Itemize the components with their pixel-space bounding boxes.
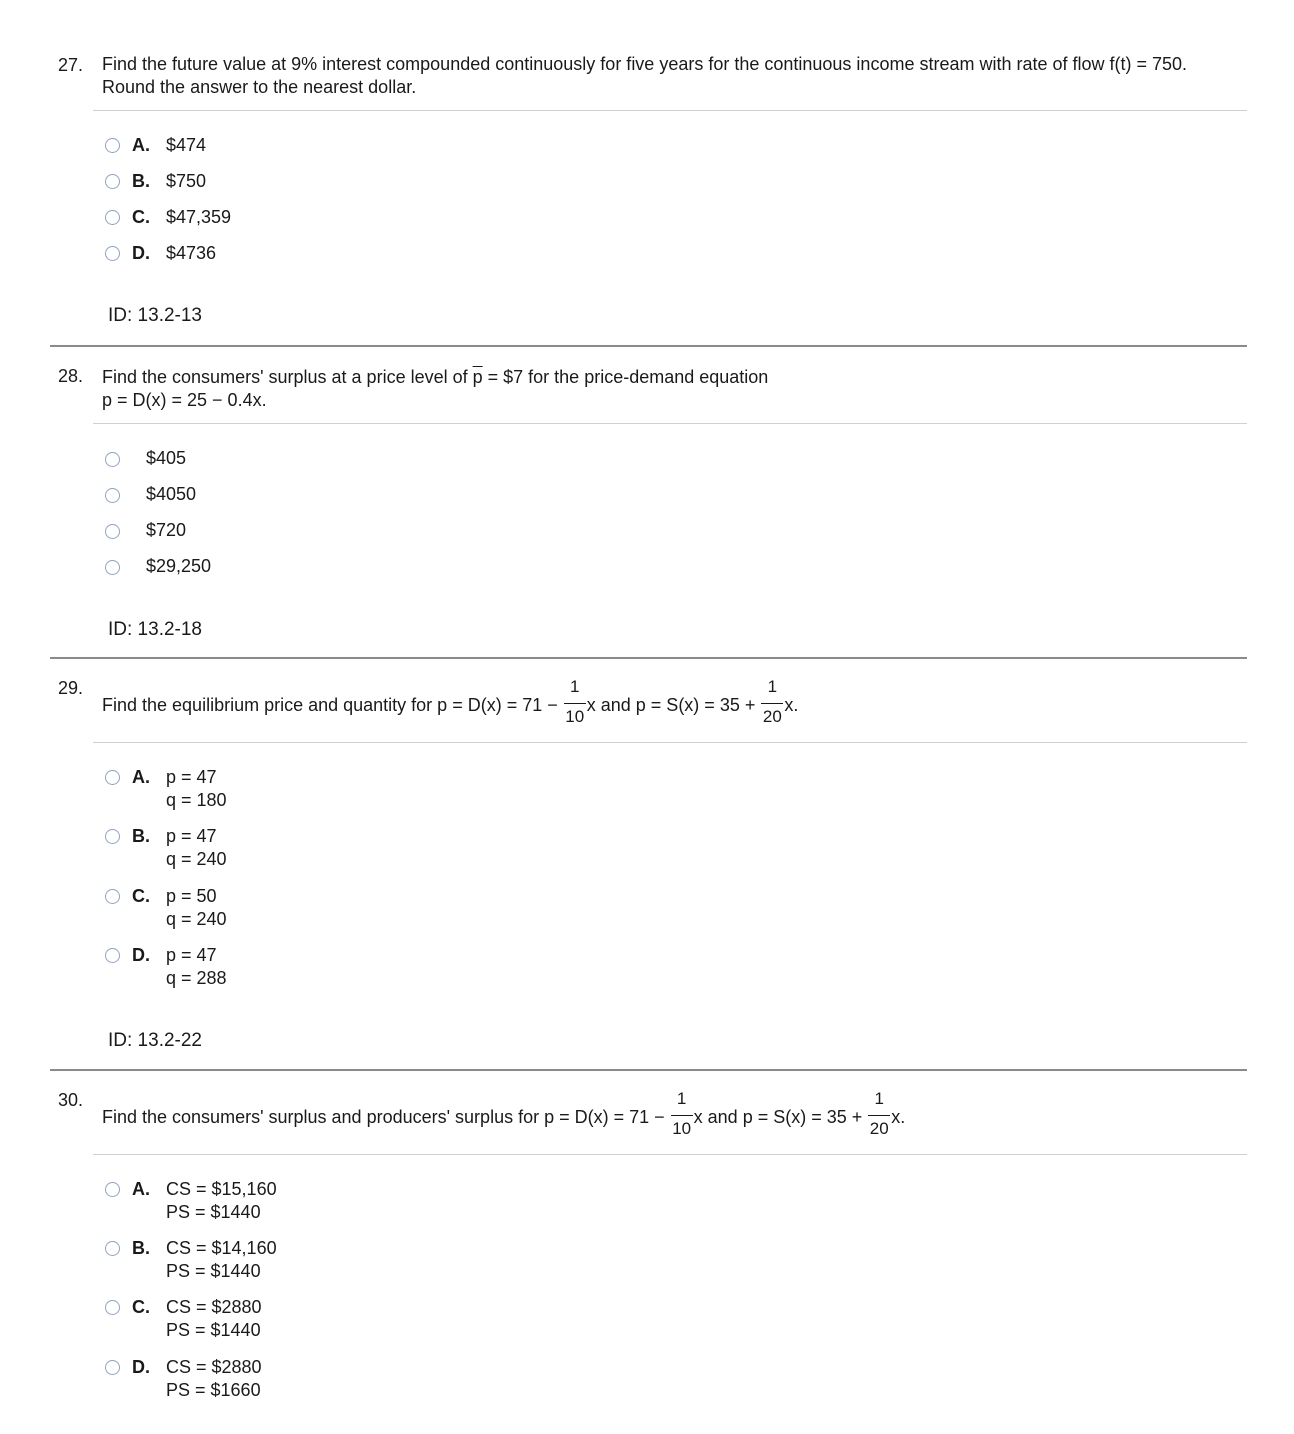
answer-option-4[interactable] [0, 555, 1294, 595]
question-number: 28. [58, 366, 84, 386]
answer-option-3[interactable] [0, 519, 1294, 559]
option-letter: D. [132, 243, 150, 263]
question-stem [102, 1089, 906, 1138]
option-line: CS = $2880 [166, 1357, 262, 1377]
p-bar-symbol: $\overline{p}$ [472, 367, 483, 387]
question-stem [102, 53, 1187, 99]
radio-button[interactable] [105, 770, 120, 785]
question-id: ID: 13.2-22 [108, 1030, 202, 1051]
option-text [166, 1178, 277, 1224]
fraction-numerator: 1 [874, 1089, 884, 1108]
stem-text: Find the consumers' surplus at a price level of [102, 367, 473, 387]
radio-button[interactable] [105, 1182, 120, 1197]
stem-text: x and p = S(x) = 35 + [693, 1107, 868, 1127]
option-letter: A. [132, 767, 150, 787]
answer-option-c[interactable] [0, 1296, 1294, 1346]
option-text [166, 885, 227, 931]
answer-option-d[interactable] [0, 1356, 1294, 1406]
option-text: $4736 [166, 243, 217, 263]
option-line: q = 240 [166, 909, 227, 929]
radio-button[interactable] [105, 1241, 120, 1256]
radio-button[interactable] [105, 138, 120, 153]
option-line: PS = $1660 [166, 1380, 261, 1400]
answer-option-d[interactable] [0, 944, 1294, 994]
radio-button[interactable] [105, 488, 120, 503]
option-line: p = 47 [166, 826, 217, 846]
fraction-denominator: 10 [565, 707, 585, 726]
fraction-bar [761, 703, 783, 704]
fraction [867, 1089, 891, 1138]
stem-line: Round the answer to the nearest dollar. [102, 77, 417, 97]
stem-text: x. [784, 695, 799, 715]
option-line: q = 240 [166, 849, 227, 869]
option-text [166, 944, 227, 990]
stem-text: x and p = S(x) = 35 + [586, 695, 761, 715]
fraction-numerator: 1 [676, 1089, 687, 1108]
fraction [760, 677, 784, 726]
option-text [166, 1356, 262, 1402]
option-line: CS = $15,160 [166, 1179, 277, 1199]
question-number: 29. [58, 678, 84, 698]
fraction-numerator: 1 [767, 677, 778, 696]
answer-option-a[interactable] [0, 134, 1294, 174]
fraction [563, 677, 587, 726]
option-line: PS = $1440 [166, 1261, 261, 1281]
fraction-numerator: 1 [570, 677, 580, 696]
answer-option-b[interactable] [0, 825, 1294, 875]
separator [93, 110, 1247, 111]
fraction-denominator: 20 [869, 1119, 889, 1138]
stem-text: Find the equilibrium price and quantity for p = D(x) = 71 − [102, 695, 563, 715]
radio-button[interactable] [105, 1360, 120, 1375]
option-letter: D. [132, 1357, 150, 1377]
option-text: $29,250 [146, 556, 212, 576]
radio-button[interactable] [105, 948, 120, 963]
option-letter: A. [132, 1179, 150, 1199]
question-number: 27. [58, 55, 84, 75]
fraction-bar [564, 703, 586, 704]
option-letter: B. [132, 826, 150, 846]
option-line: PS = $1440 [166, 1202, 261, 1222]
stem-text: x. [891, 1107, 906, 1127]
answer-option-b[interactable] [0, 170, 1294, 210]
radio-button[interactable] [105, 1300, 120, 1315]
radio-button[interactable] [105, 889, 120, 904]
option-line: CS = $2880 [166, 1297, 262, 1317]
question-divider [50, 1069, 1247, 1071]
fraction-denominator: 10 [672, 1119, 692, 1138]
option-line: p = 47 [166, 767, 217, 787]
option-letter: B. [132, 171, 150, 191]
option-text [166, 1296, 262, 1342]
stem-line: Find the future value at 9% interest compounded continuously for five years for the continuous income stream with rate of flow f(t) = 750. [102, 54, 1188, 74]
fraction-bar [671, 1115, 693, 1116]
option-letter: C. [132, 1297, 150, 1317]
stem-text: Find the consumers' surplus and producers' surplus for p = D(x) = 71 − [102, 1107, 670, 1127]
option-line: p = 47 [166, 945, 217, 965]
option-letter: C. [132, 886, 150, 906]
fraction [670, 1089, 694, 1138]
radio-button[interactable] [105, 210, 120, 225]
question-stem [102, 366, 768, 412]
option-text: $47,359 [166, 207, 232, 227]
answer-option-b[interactable] [0, 1237, 1294, 1287]
option-text: $720 [146, 520, 187, 540]
option-letter: D. [132, 945, 150, 965]
question-id: ID: 13.2-18 [108, 619, 202, 640]
option-letter: C. [132, 207, 150, 227]
answer-option-a[interactable] [0, 1178, 1294, 1228]
stem-line: p = D(x) = 25 − 0.4x. [102, 390, 267, 410]
question-stem [102, 677, 799, 726]
option-line: CS = $14,160 [166, 1238, 277, 1258]
fraction-denominator: 20 [762, 707, 782, 726]
radio-button[interactable] [105, 174, 120, 189]
answer-option-a[interactable] [0, 766, 1294, 816]
option-letter: B. [132, 1238, 150, 1258]
answer-option-d[interactable] [0, 242, 1294, 282]
option-text [166, 825, 227, 871]
answer-option-2[interactable] [0, 483, 1294, 523]
option-text: $750 [166, 171, 207, 191]
question-divider [50, 345, 1247, 347]
option-line: p = 50 [166, 886, 217, 906]
radio-button[interactable] [105, 524, 120, 539]
option-line: q = 180 [166, 790, 227, 810]
option-line: q = 288 [166, 968, 227, 988]
radio-button[interactable] [105, 452, 120, 467]
stem-line [102, 366, 768, 389]
separator [93, 1154, 1247, 1155]
answer-option-c[interactable] [0, 885, 1294, 935]
option-text [166, 766, 227, 812]
question-id: ID: 13.2-13 [108, 305, 202, 326]
answer-option-c[interactable] [0, 206, 1294, 246]
option-text: $405 [146, 448, 187, 468]
radio-button[interactable] [105, 560, 120, 575]
separator [93, 423, 1247, 424]
separator [93, 742, 1247, 743]
radio-button[interactable] [105, 829, 120, 844]
option-letter: A. [132, 135, 150, 155]
answer-option-1[interactable] [0, 447, 1294, 487]
radio-button[interactable] [105, 246, 120, 261]
stem-text: = $7 for the price-demand equation [482, 367, 769, 387]
option-text: $4050 [146, 484, 197, 504]
option-text: $474 [166, 135, 207, 155]
question-divider [50, 657, 1247, 659]
fraction-bar [868, 1115, 890, 1116]
option-line: PS = $1440 [166, 1320, 261, 1340]
question-number: 30. [58, 1090, 84, 1110]
option-text [166, 1237, 277, 1283]
